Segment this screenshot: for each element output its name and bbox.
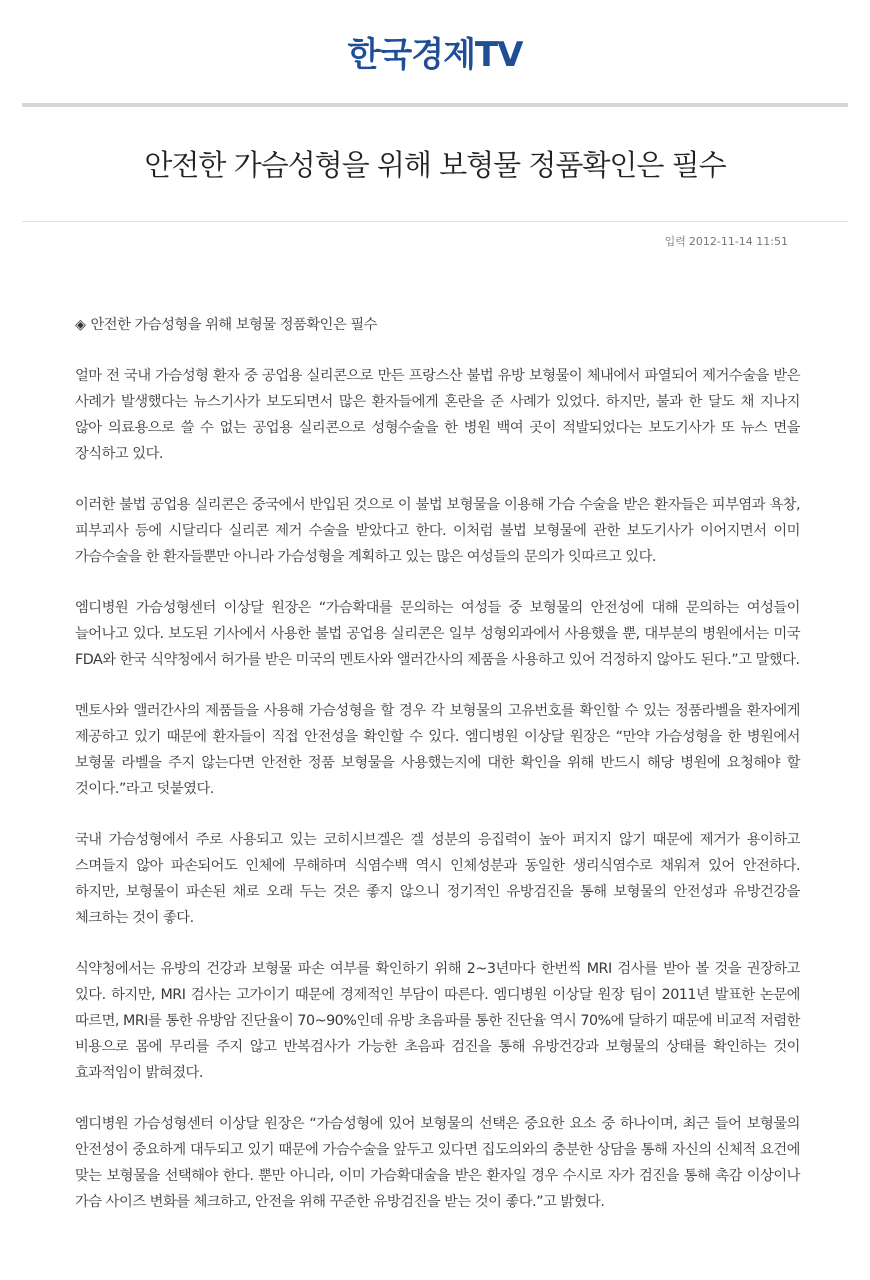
article-body bbox=[75, 312, 800, 1240]
headline-divider bbox=[22, 221, 848, 222]
masthead bbox=[0, 30, 870, 80]
article-subtitle bbox=[75, 312, 800, 338]
article-paragraph: 엠디병원 가슴성형센터 이상달 원장은 “가슴확대를 문의하는 여성들 중 보형물의 안전성에 대해 문의하는 여성들이 늘어나고 있다. 보도된 기사에서 사용한 불법 공업용 실리콘은 일부 성형외과에서 사용했을 뿐, 대부분의 병원에서는 미국 FDA와 한국 식약청에서 허가를 받은 미국의 멘토사와 앨러간사의 제품을 사용하고 있어 걱정하지 않아도 된다.”고 말했다. bbox=[75, 600, 800, 668]
diamond-bullet-icon: ◈ bbox=[75, 317, 86, 333]
subtitle-text: 안전한 가슴성형을 위해 보형물 정품확인은 필수 bbox=[90, 317, 377, 333]
masthead-divider bbox=[22, 103, 848, 107]
article-paragraph: 이러한 불법 공업용 실리콘은 중국에서 반입된 것으로 이 불법 보형물을 이용해 가슴 수술을 받은 환자들은 피부염과 욕창, 피부괴사 등에 시달리다 실리콘 제거 수술을 받았다고 한다. 이처럼 불법 보형물에 관한 보도기사가 이어지면서 이미 가슴수술을 한 환자들뿐만 아니라 가슴성형을 계획하고 있는 많은 여성들의 문의가 잇따르고 있다. bbox=[75, 497, 800, 565]
article-headline: 안전한 가슴성형을 위해 보형물 정품확인은 필수 bbox=[144, 148, 726, 182]
date-label: 입력 bbox=[664, 235, 686, 248]
site-logo[interactable]: 한국경제TV bbox=[347, 35, 523, 75]
article-paragraph: 국내 가슴성형에서 주로 사용되고 있는 코히시브겔은 겔 성분의 응집력이 높아 퍼지지 않기 때문에 제거가 용이하고 스며들지 않아 파손되어도 인체에 무해하며 식염수백 역시 인체성분과 동일한 생리식염수로 채워져 있어 안전하다. 하지만, 보형물이 파손된 채로 오래 두는 것은 좋지 않으니 정기적인 유방검진을 통해 보형물의 안전성과 유방건강을 체크하는 것이 좋다. bbox=[75, 832, 800, 926]
article-paragraph: 멘토사와 앨러간사의 제품들을 사용해 가슴성형을 할 경우 각 보형물의 고유번호를 확인할 수 있는 정품라벨을 환자에게 제공하고 있기 때문에 환자들이 직접 안전성을 확인할 수 있다. 엠디병원 이상달 원장은 “만약 가슴성형을 한 병원에서 보형물 라벨을 주지 않는다면 안전한 정품 보형물을 사용했는지에 대한 확인을 위해 반드시 해당 병원에 요청해야 할 것이다.”라고 덧붙였다. bbox=[75, 703, 800, 797]
article-paragraph: 엠디병원 가슴성형센터 이상달 원장은 “가슴성형에 있어 보형물의 선택은 중요한 요소 중 하나이며, 최근 들어 보형물의 안전성이 중요하게 대두되고 있기 때문에 가슴수술을 앞두고 있다면 집도의와의 충분한 상담을 통해 자신의 신체적 요건에 맞는 보형물을 선택해야 한다. 뿐만 아니라, 이미 가슴확대술을 받은 환자일 경우 수시로 자가 검진을 통해 촉감 이상이나 가슴 사이즈 변화를 체크하고, 안전을 위해 꾸준한 유방검진을 받는 것이 좋다.”고 밝혔다. bbox=[75, 1116, 800, 1210]
article-paragraph: 식약청에서는 유방의 건강과 보형물 파손 여부를 확인하기 위해 2~3년마다 한번씩 MRI 검사를 받아 볼 것을 권장하고 있다. 하지만, MRI 검사는 고가이기 때문에 경제적인 부담이 따른다. 엠디병원 이상달 원장 팀이 2011년 발표한 논문에 따르면, MRI를 통한 유방암 진단율이 70~90%인데 유방 초음파를 통한 진단율 역시 70%에 달하기 때문에 비교적 저렴한 비용으로 몸에 무리를 주지 않고 반복검사가 가능한 초음파 검진을 통해 유방건강과 보형물의 상태를 확인하는 것이 효과적임이 밝혀졌다. bbox=[75, 961, 800, 1081]
article-dateline bbox=[665, 234, 788, 250]
date-value: 2012-11-14 11:51 bbox=[688, 235, 788, 248]
article-paragraph: 얼마 전 국내 가슴성형 환자 중 공업용 실리콘으로 만든 프랑스산 불법 유방 보형물이 체내에서 파열되어 제거수술을 받은 사례가 발생했다는 뉴스기사가 보도되면서 많은 환자들에게 혼란을 준 사례가 있었다. 하지만, 불과 한 달도 채 지나지 않아 의료용으로 쓸 수 없는 공업용 실리콘으로 성형수술을 한 병원 백여 곳이 적발되었다는 보도기사가 또 뉴스 면을 장식하고 있다. bbox=[75, 368, 800, 462]
